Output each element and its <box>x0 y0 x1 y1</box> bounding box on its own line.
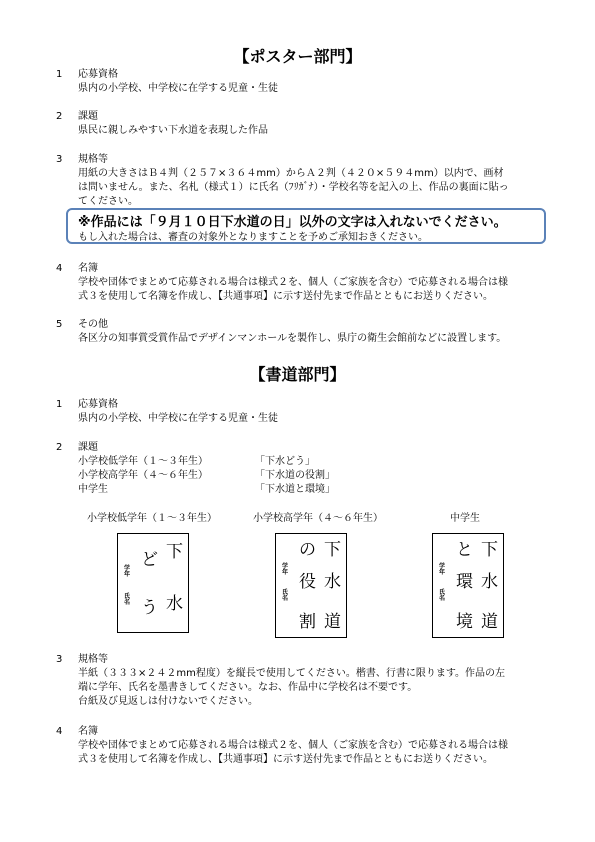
notice-subtext: もし入れた場合は、審査の対象外となりますことを予めご承知おきください。 <box>78 232 428 243</box>
calligraphy-character: 下 <box>166 542 183 562</box>
theme-row-grade: 小学校低学年（１～３年生） <box>78 456 208 467</box>
notice-text: ※作品には「９月１０日下水道の日」以外の文字は入れないでください。 <box>78 215 507 230</box>
poster-item-1-body: 県内の小学校、中学校に在学する児童・生徒 <box>78 83 278 94</box>
poster-item-3-line-2: は問いません。また、名札（様式１）に氏名（ﾌﾘｶﾞﾅ）・学校名等を記入の上、作品の裏面に貼っ <box>78 182 509 193</box>
poster-item-1-number: 1 <box>56 69 63 80</box>
calligraphy-item-2-number: 2 <box>56 442 63 453</box>
sample-label: 小学校高学年（４～６年生） <box>253 513 383 524</box>
calligraphy-item-3-line-3: 台紙及び見返しは付けないでください。 <box>78 696 258 707</box>
poster-item-5-body: 各区分の知事賞受賞作品でデザインマンホールを製作し、県庁の衛生会館前などに設置します。 <box>78 333 507 344</box>
calligraphy-character: 下 <box>324 540 341 560</box>
calligraphy-character: う <box>141 598 158 618</box>
calligraphy-item-1-number: 1 <box>56 399 63 410</box>
poster-item-2-number: 2 <box>56 111 63 122</box>
calligraphy-item-3-line-2: 端に学年、氏名を墨書きしてください。なお、作品中に学校名は不要です。 <box>78 682 418 693</box>
poster-item-4-line-2: 式３を使用して名簿を作成し、【共通事項】に示す送付先まで作品とともにお送りください。 <box>78 291 493 302</box>
sample-name-label: 氏名 <box>439 589 446 602</box>
calligraphy-item-4-heading: 名簿 <box>78 726 98 737</box>
poster-item-4-line-1: 学校や団体でまとめて応募される場合は様式２を、個人（ご家族を含む）で応募される場合は様 <box>78 277 508 288</box>
calligraphy-item-2-heading: 課題 <box>78 442 98 453</box>
calligraphy-character: 役 <box>299 572 316 592</box>
calligraphy-character: ど <box>141 550 158 570</box>
calligraphy-item-4-line-1: 学校や団体でまとめて応募される場合は様式２を、個人（ご家族を含む）で応募される場合は様 <box>78 740 508 751</box>
calligraphy-character: 道 <box>324 612 341 632</box>
poster-item-2-body: 県民に親しみやすい下水道を表現した作品 <box>78 125 268 136</box>
calligraphy-character: 境 <box>456 612 473 632</box>
calligraphy-section-title: 【書道部門】 <box>249 365 346 384</box>
calligraphy-item-1-body: 県内の小学校、中学校に在学する児童・生徒 <box>78 413 278 424</box>
calligraphy-item-3-number: 3 <box>56 654 63 665</box>
sample-grade-label: 学年 <box>282 563 289 576</box>
poster-item-3-line-1: 用紙の大きさはＢ４判（２５７×３６４mm）からＡ２判（４２０×５９４mm）以内で、画材 <box>78 168 504 179</box>
poster-item-4-number: 4 <box>56 263 63 274</box>
calligraphy-character: 道 <box>481 612 498 632</box>
poster-item-4-heading: 名簿 <box>78 263 98 274</box>
theme-row-grade: 小学校高学年（４～６年生） <box>78 470 208 481</box>
calligraphy-character: 水 <box>166 594 183 614</box>
poster-item-3-heading: 規格等 <box>78 154 108 165</box>
calligraphy-item-1-heading: 応募資格 <box>78 399 118 410</box>
sample-grade-label: 学年 <box>124 565 131 578</box>
poster-item-3-line-3: てください。 <box>78 196 138 207</box>
calligraphy-sample-paper <box>432 533 504 638</box>
calligraphy-character: 下 <box>481 540 498 560</box>
sample-label: 中学生 <box>450 513 480 524</box>
poster-item-3-number: 3 <box>56 154 63 165</box>
sample-name-label: 氏名 <box>124 593 131 606</box>
poster-item-5-number: 5 <box>56 319 63 330</box>
calligraphy-character: と <box>456 540 473 560</box>
poster-item-5-heading: その他 <box>78 319 108 330</box>
theme-row-theme: 「下水道と環境」 <box>255 484 335 495</box>
calligraphy-character: 割 <box>299 612 316 632</box>
sample-grade-label: 学年 <box>439 563 446 576</box>
sample-label: 小学校低学年（１～３年生） <box>87 513 217 524</box>
poster-item-2-heading: 課題 <box>78 111 98 122</box>
calligraphy-item-3-line-1: 半紙（３３３×２４２mm程度）を縦長で使用してください。楷書、行書に限ります。作品の左 <box>78 668 506 679</box>
theme-row-theme: 「下水どう」 <box>255 456 315 467</box>
theme-row-theme: 「下水道の役割」 <box>255 470 335 481</box>
calligraphy-item-4-line-2: 式３を使用して名簿を作成し、【共通事項】に示す送付先まで作品とともにお送りください。 <box>78 754 493 765</box>
poster-section-title: 【ポスター部門】 <box>233 47 362 66</box>
theme-row-grade: 中学生 <box>78 484 108 495</box>
sample-name-label: 氏名 <box>282 589 289 602</box>
calligraphy-sample-paper <box>275 533 347 638</box>
calligraphy-item-4-number: 4 <box>56 726 63 737</box>
calligraphy-sample-paper <box>117 533 189 633</box>
calligraphy-item-3-heading: 規格等 <box>78 654 108 665</box>
calligraphy-character: 水 <box>481 572 498 592</box>
calligraphy-character: の <box>299 540 316 560</box>
calligraphy-character: 環 <box>456 572 473 592</box>
calligraphy-character: 水 <box>324 572 341 592</box>
poster-item-1-heading: 応募資格 <box>78 69 118 80</box>
